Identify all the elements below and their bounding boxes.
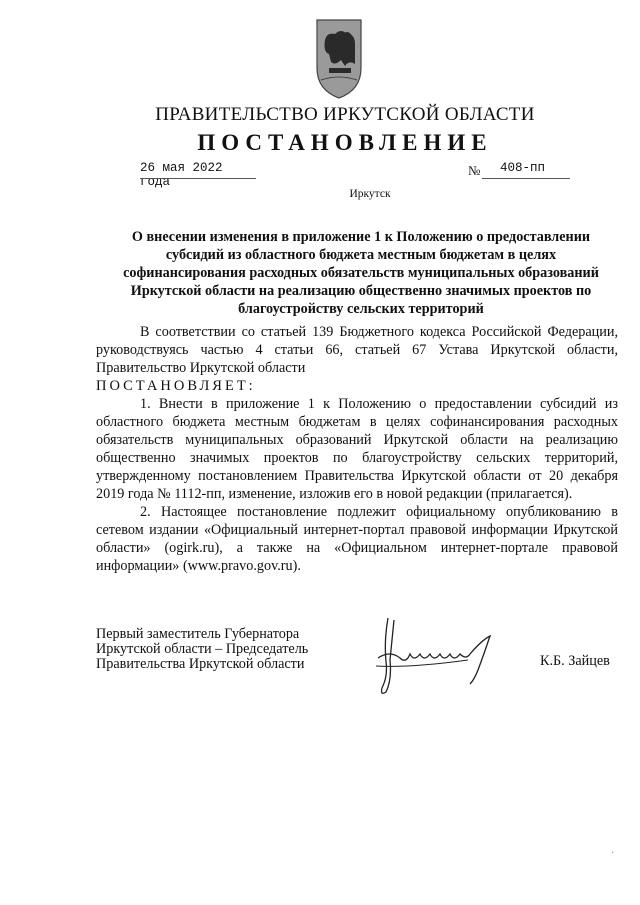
signer-name: К.Б. Зайцев	[540, 653, 610, 669]
signer-position-line-1: Первый заместитель Губернатора	[96, 626, 300, 642]
city-name: Иркутск	[349, 188, 391, 200]
date-underline	[140, 178, 256, 179]
preamble-paragraph: В соответствии со статьей 139 Бюджетного кодекса Российской Федерации, руководствуясь частью 4 статьи 66, статьей 67 Устава Иркутской области, Правительство Иркутской области	[96, 324, 618, 376]
handwritten-signature	[370, 610, 510, 700]
signer-position-line-2: Иркутской области – Председатель	[96, 641, 309, 657]
ruling-word: ПОСТАНОВЛЯЕТ:	[96, 378, 256, 394]
government-name: ПРАВИТЕЛЬСТВО ИРКУТСКОЙ ОБЛАСТИ	[155, 104, 535, 125]
number-underline	[482, 178, 570, 179]
document-date: 26 мая 2022 года	[140, 161, 223, 189]
coat-of-arms-emblem	[311, 10, 367, 100]
number-sign: №	[468, 163, 481, 178]
item-2-paragraph: 2. Настоящее постановление подлежит официальному опубликованию в сетевом издании «Официальный интернет-портал правовой информации Иркутской области» (ogirk.ru), а также на «Официальном интернет-портале правовой информации» (www.pravo.gov.ru).	[96, 504, 618, 574]
document-number: 408-пп	[500, 161, 546, 175]
document-title: О внесении изменения в приложение 1 к Положению о предоставлении субсидий из областного бюджета местным бюджетам в целях софинансирования расходных обязательств муниципальных образований Иркутской области на реализацию общественно значимых проектов по благоустройству сельских территорий	[123, 229, 599, 317]
signer-position-line-3: Правительства Иркутской области	[96, 656, 305, 672]
document-type-heading: ПОСТАНОВЛЕНИЕ	[197, 130, 493, 155]
signer-position	[96, 627, 356, 672]
document-body	[96, 323, 618, 575]
page-corner-mark: ·	[611, 848, 615, 859]
item-1-paragraph: 1. Внести в приложение 1 к Положению о предоставлении субсидий из областного бюджета местным бюджетам в целях софинансирования расходных обязательств муниципальных образований Иркутской области на реализацию общественно значимых проектов по благоустройству сельских территорий, утвержденному постановлением Правительства Иркутской области от 20 декабря 2019 года № 1112-пп, изменение, изложив его в новой редакции (прилагается).	[96, 396, 618, 502]
